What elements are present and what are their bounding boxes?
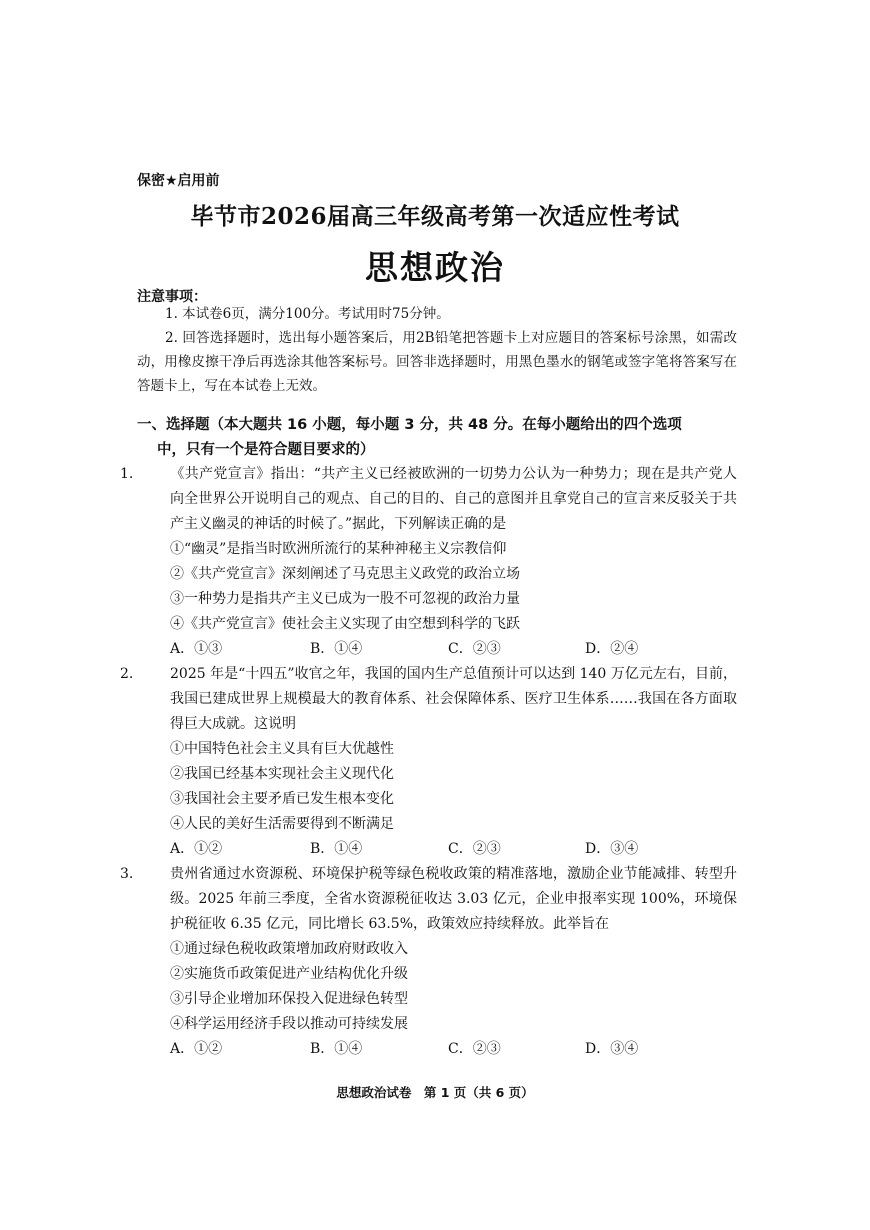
- option-4: ④《共产党宣言》使社会主义实现了由空想到科学的飞跃: [170, 616, 520, 632]
- question-stem: [120, 462, 737, 537]
- choice-a: A．①②: [170, 1041, 223, 1057]
- option-1: ①通过绿色税收政策增加政府财政收入: [170, 941, 408, 957]
- question-text: 贵州省通过水资源税、环境保护税等绿色税收政策的精准落地，激励企业节能减排、转型升级。2025 年前三季度，全省水资源税征收达 3.03 亿元，企业申报率实现 100%，环境保护税征收 6.35 亿元，同比增长 63.5%，政策效应持续释放。此举旨在: [170, 866, 737, 932]
- question-2: [120, 662, 737, 862]
- notice-item-1: 1. 本试卷6页，满分100分。考试用时75分钟。: [165, 306, 450, 322]
- confidential-label: 保密★启用前: [137, 173, 220, 189]
- question-stem: [120, 862, 737, 937]
- choice-d: D．③④: [585, 1041, 639, 1057]
- option-3: ③我国社会主要矛盾已发生根本变化: [170, 791, 394, 807]
- section-heading-line-1: 一、选择题（本大题共 16 小题，每小题 3 分，共 48 分。在每小题给出的四个选项: [137, 417, 682, 433]
- question-stem: [120, 662, 737, 737]
- question-number: 2.: [120, 666, 134, 682]
- page-footer: 思想政治试卷 第 1 页（共 6 页）: [336, 1085, 534, 1100]
- choice-b: B．①④: [310, 1041, 363, 1057]
- choice-a: A．①②: [170, 841, 223, 857]
- option-3: ③引导企业增加环保投入促进绿色转型: [170, 991, 408, 1007]
- option-2: ②我国已经基本实现社会主义现代化: [170, 766, 394, 782]
- choice-d: D．③④: [585, 841, 639, 857]
- question-3: [120, 862, 737, 1062]
- notice-heading: 注意事项：: [137, 289, 207, 305]
- choice-a: A．①③: [170, 641, 223, 657]
- option-1: ①中国特色社会主义具有巨大优越性: [170, 741, 394, 757]
- answer-choices: [145, 637, 737, 662]
- question-number: 3.: [120, 866, 134, 882]
- question-text: 2025 年是“十四五”收官之年，我国的国内生产总值预计可以达到 140 万亿元左右，目前，我国已建成世界上规模最大的教育体系、社会保障体系、医疗卫生体系……我国在各方面取得巨大成就。这说明: [170, 666, 737, 732]
- question-number: 1.: [120, 466, 134, 482]
- option-2: ②实施货币政策促进产业结构优化升级: [170, 966, 408, 982]
- option-3: ③一种势力是指共产主义已成为一股不可忽视的政治力量: [170, 591, 520, 607]
- choice-b: B．①④: [310, 641, 363, 657]
- choice-d: D．②④: [585, 641, 639, 657]
- choice-c: C．②③: [448, 1041, 501, 1057]
- option-2: ②《共产党宣言》深刻阐述了马克思主义政党的政治立场: [170, 566, 520, 582]
- option-1: ①“幽灵”是指当时欧洲所流行的某种神秘主义宗教信仰: [170, 541, 507, 557]
- section-heading: [137, 413, 737, 463]
- exam-title: 毕节市2026届高三年级高考第一次适应性考试: [190, 203, 680, 230]
- option-4: ④人民的美好生活需要得到不断满足: [170, 816, 394, 832]
- choice-b: B．①④: [310, 841, 363, 857]
- choice-c: C．②③: [448, 641, 501, 657]
- subject-title: 思想政治: [365, 248, 505, 287]
- answer-choices: [145, 837, 737, 862]
- notice-item-2: 2. 回答选择题时，选出每小题答案后，用2B铅笔把答题卡上对应题目的答案标号涂黑，如需改动，用橡皮擦干净后再选涂其他答案标号。回答非选择题时，用黑色墨水的钢笔或签字笔将答案写在答题卡上，写在本试卷上无效。: [137, 330, 737, 394]
- question-text: 《共产党宣言》指出：“共产主义已经被欧洲的一切势力公认为一种势力；现在是共产党人向全世界公开说明自己的观点、自己的目的、自己的意图并且拿党自己的宣言来反驳关于共产主义幽灵的神话的时候了。”据此，下列解读正确的是: [170, 466, 737, 532]
- answer-choices: [145, 1037, 737, 1062]
- question-1: [120, 462, 737, 662]
- section-heading-line-2: 中，只有一个是符合题目要求的）: [157, 442, 375, 458]
- option-4: ④科学运用经济手段以推动可持续发展: [170, 1016, 408, 1032]
- choice-c: C．②③: [448, 841, 501, 857]
